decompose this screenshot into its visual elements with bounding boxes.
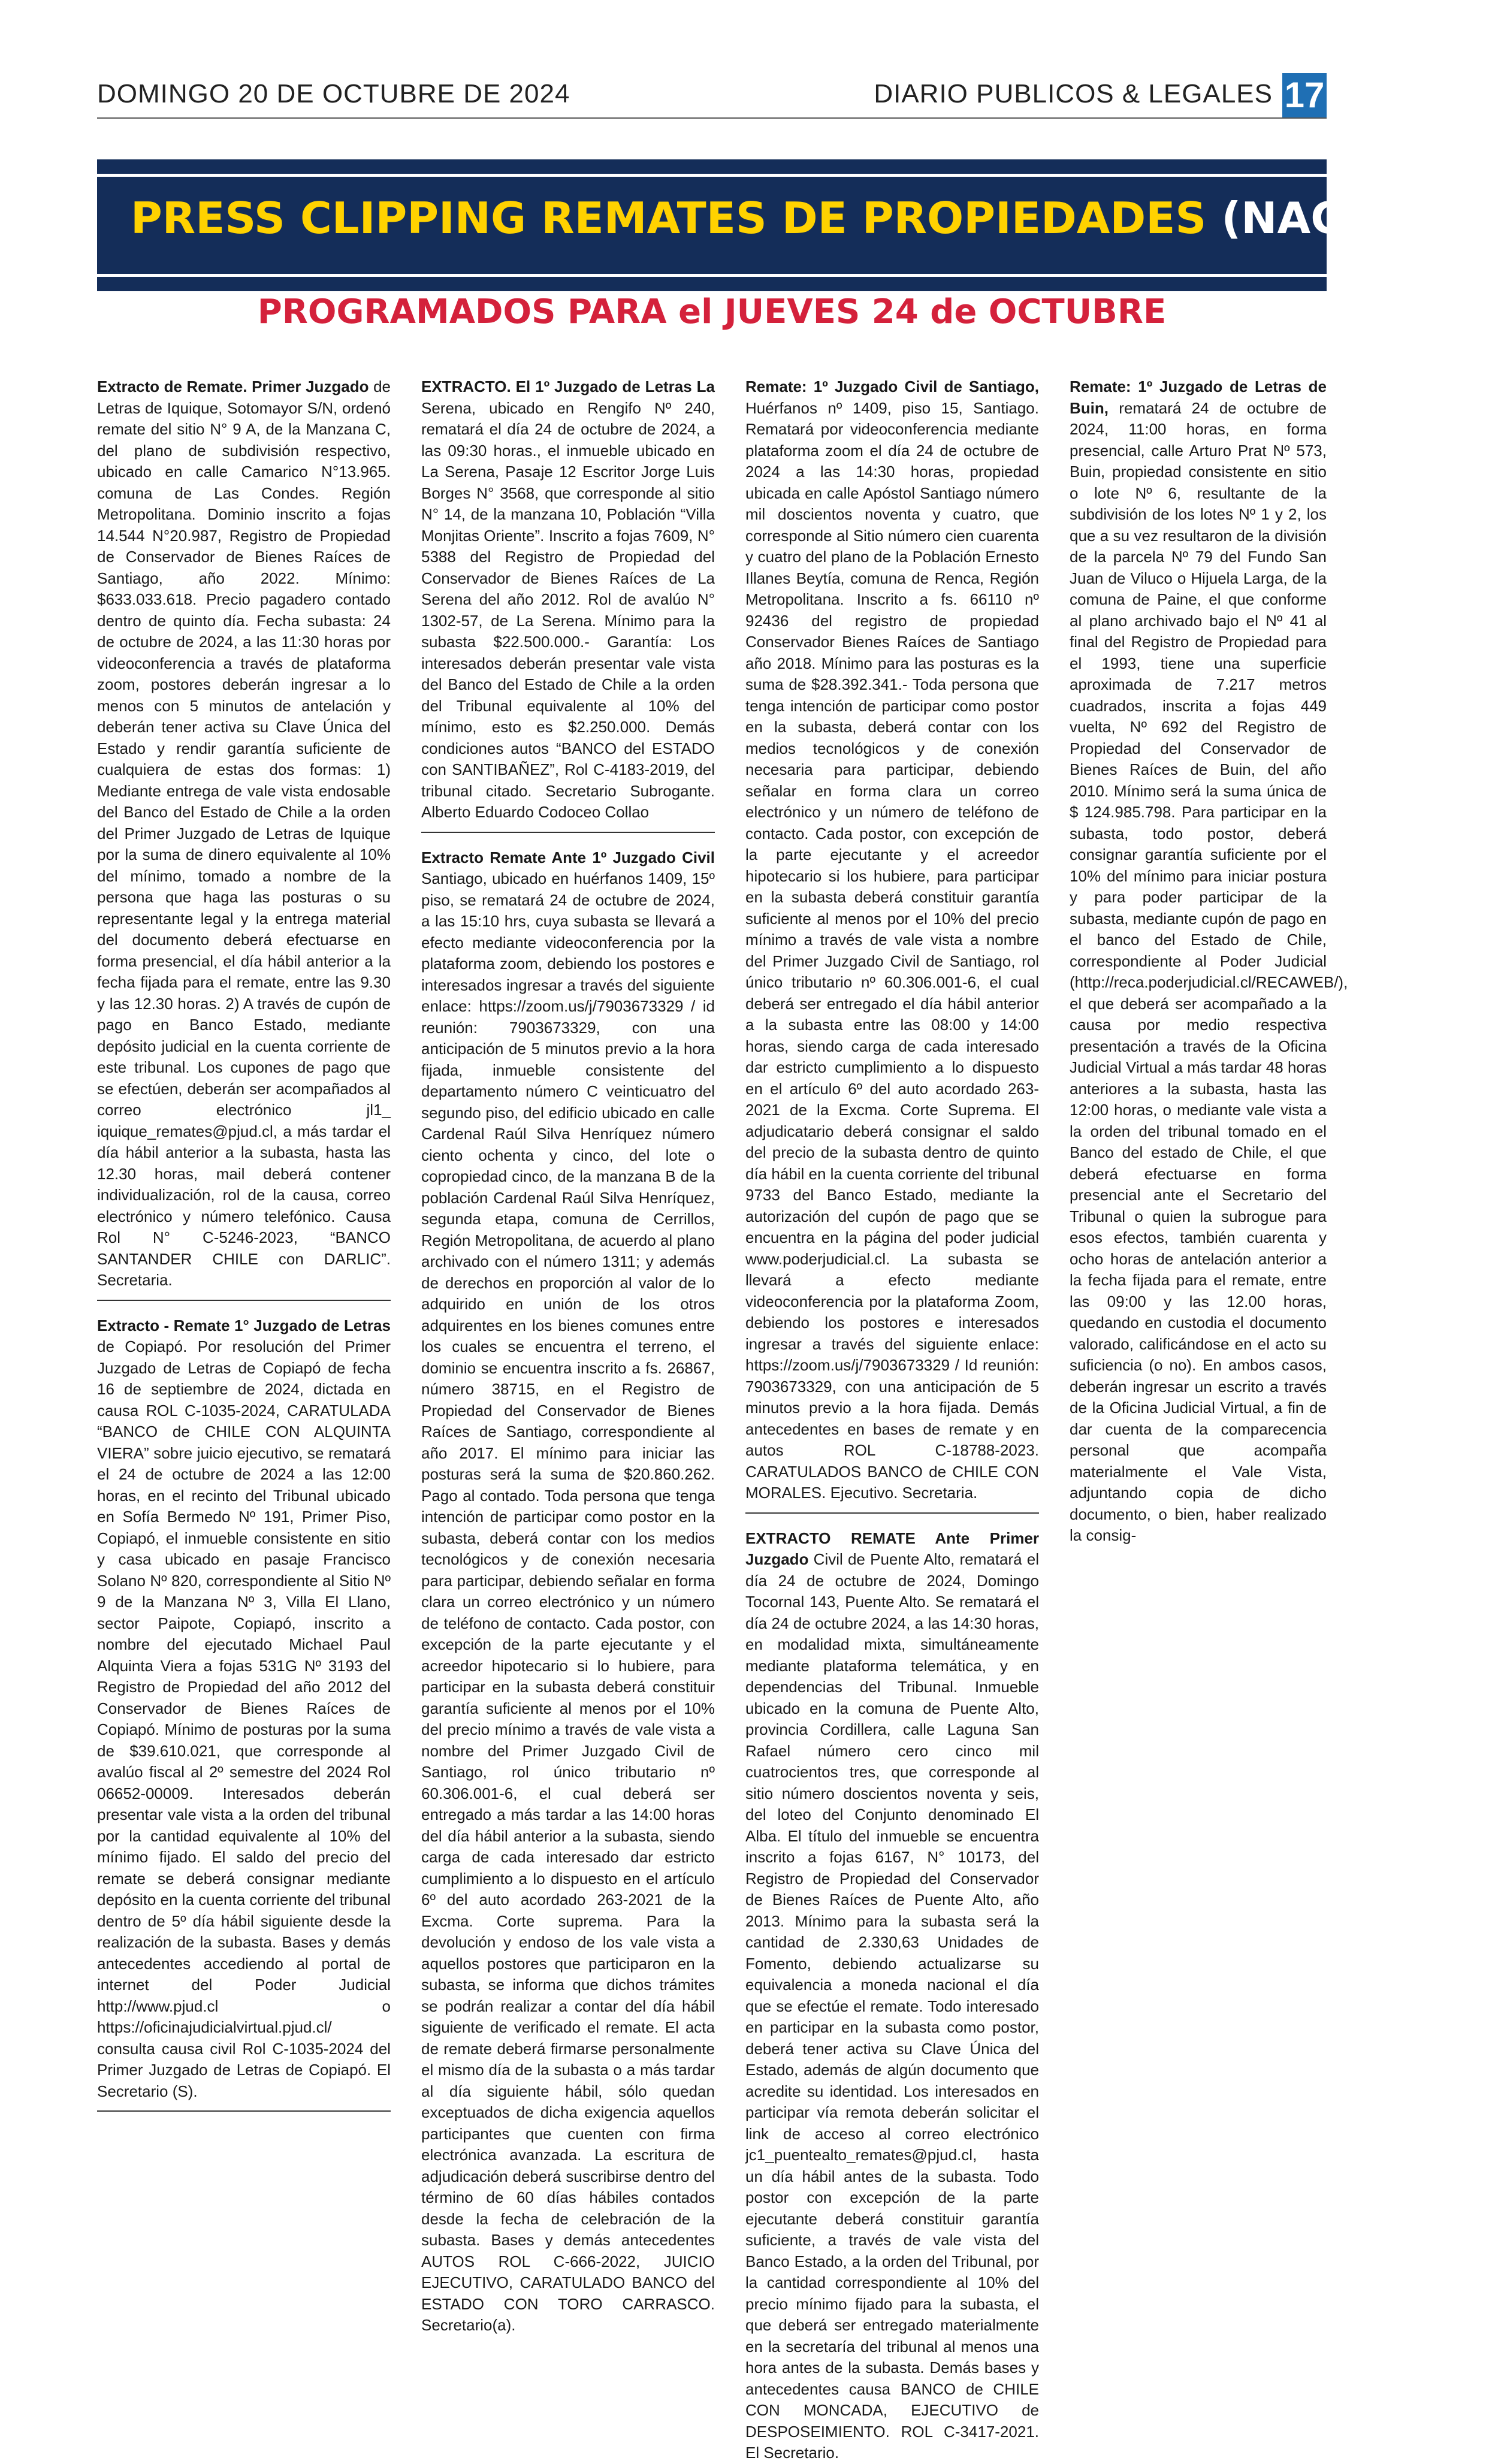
notice-la-serena: [421, 376, 715, 823]
publication-name: DIARIO PUBLICOS & LEGALES: [874, 79, 1273, 108]
notice-santiago-renca: [745, 376, 1039, 1504]
notice-body: Serena, ubicado en Rengifo Nº 240, rematará el día 24 de octubre de 2024, a las 09:30 horas., el inmueble ubicado en La Serena, Pasaje 12 Escritor Jorge Luis Borges N° 3568, que corresponde al sitio N° 14, de la manzana 10, Población “Villa Monjitas Oriente”. Inscrito a fojas 7609, N° 5388 del Registro de Propiedad del Conservador de Bienes Raíces de La Serena del año 2012. Rol de avalúo N° 1302-57, de La Serena. Mínimo para la subasta $22.500.000.- Garantía: Los interesados deberán presentar vale vista del Banco del Estado de Chile a la orden del Tribunal equivalente al 10% del mínimo, esto es $2.250.000. Demás condiciones autos “BANCO del ESTADO con SANTIBAÑEZ”, Rol C-4183-2019, del tribunal citado. Secretario Subrogante. Alberto Eduardo Codoceo Collao: [421, 398, 715, 821]
notice-separator: [421, 832, 715, 833]
issue-date: DOMINGO 20 DE OCTUBRE DE 2024: [97, 79, 570, 108]
notice-lead: Extracto - Remate 1° Juzgado de Letras: [97, 1316, 391, 1334]
notice-lead: Extracto Remate Ante 1º Juzgado Civil: [421, 848, 715, 866]
notice-lead: Remate: 1º Juzgado de Letras de Buin,: [1070, 378, 1327, 417]
notice-body: de Copiapó. Por resolución del Primer Juzgado de Letras de Copiapó de fecha 16 de septiembre de 2024, dictada en causa ROL C-1035-2024, CARATULADA “BANCO de CHILE CON ALQUINTA VIERA” sobre juicio ejecutivo, se rematará el 24 de octubre de 2024 a las 12:00 horas, en el recinto del Tribunal ubicado en Sofía Bermedo Nº 191, Primer Piso, Copiapó, el inmueble consistente en sitio y casa ubicado en pasaje Francisco Solano Nº 820, correspondiente al Sitio Nº 9 de la Manzana Nº 3, Villa El Llano, sector Paipote, Copiapó, inscrito a nombre del ejecutado Michael Paul Alquinta Viera a fojas 531G Nº 3193 del Registro de Propiedad del año 2012 del Conservador de Bienes Raíces de Copiapó. Mínimo de posturas por la suma de $39.610.021, que corresponde al avalúo fiscal al 2º semestre del 2024 Rol 06652-00009. Interesados deberán presentar vale vista a la orden del tribunal por la cantidad equivalente al 10% del mínimo fijado. El saldo del precio del remate se deberá consignar mediante depósito en la cuenta corriente del tribunal dentro de 5º día hábil siguiente desde la realización de la subasta. Bases y demás antecedentes accediendo al portal de internet del Poder Judicial http://www.pjud.cl o https://oficinajudicialvirtual.pjud.cl/ consulta causa civil Rol C-1035-2024 del Primer Juzgado de Letras de Copiapó. El Secretario (S).: [97, 1337, 391, 2100]
page-number-badge: 17: [1282, 73, 1327, 117]
section-subtitle: PROGRAMADOS PARA el JUEVES 24 de OCTUBRE: [257, 292, 1167, 331]
banner-top-stripe: [97, 174, 1327, 177]
title-banner: [97, 159, 1492, 291]
column-2: [421, 376, 715, 2334]
notice-lead: Extracto de Remate. Primer Juzgado: [97, 378, 369, 395]
banner-title: [131, 193, 1492, 243]
notice-separator: [97, 2110, 391, 2112]
notice-separator: [97, 1300, 391, 1301]
notice-santiago-cerrillos: [421, 847, 715, 2336]
notice-lead: Remate: 1º Juzgado Civil de Santiago,: [745, 378, 1039, 395]
notice-lead: EXTRACTO. El 1º Juzgado de Letras La: [421, 378, 715, 395]
header-rule: [97, 117, 1327, 119]
column-3: [745, 376, 1039, 2462]
notice-copiapo: [97, 1315, 391, 2103]
notice-lead: EXTRACTO REMATE Ante Primer Juzgado: [745, 1529, 1039, 1568]
notice-buin: [1070, 376, 1348, 1547]
notice-separator: [745, 1512, 1039, 1514]
banner-title-suffix: (NACIONAL: [1206, 193, 1492, 243]
notice-puente-alto: [745, 1528, 1039, 2464]
notice-iquique: [97, 376, 391, 1291]
column-1: [97, 376, 391, 2100]
column-4: [1070, 376, 1348, 2090]
page-header: [97, 71, 1327, 119]
notice-body: Huérfanos nº 1409, piso 15, Santiago. Rematará por videoconferencia mediante plataforma zoom el día 24 de octubre de 2024 a las 14:30 horas, propiedad ubicada en calle Apóstol Santiago número mil doscientos noventa y cuatro, que corresponde al Sitio número cien cuarenta y cuatro del plano de la Población Ernesto Illanes Beytía, comuna de Renca, Región Metropolitana. Inscrito a fs. 66110 nº 92436 del registro de propiedad Conservador Bienes Raíces de Santiago año 2018. Mínimo para las posturas es la suma de $28.392.341.- Toda persona que tenga intención de participar como postor en la subasta, deberá contar con los medios tecnológicos y de conexión necesaria para participar, debiendo señalar en forma clara un correo electrónico y un número de teléfono de contacto. Cada postor, con excepción de la parte ejecutante y el acreedor hipotecario si los hubiere, para participar en la subasta deberá constituir garantía suficiente al menos por el 10% del precio mínimo a través de vale vista a nombre del Primer Juzgado Civil de Santiago, rol único tributario nº 60.306.001-6, el cual deberá ser entregado el día hábil anterior a la subasta entre las 08:00 y 14:00 horas, siendo carga de cada interesado dar estricto cumplimiento a lo dispuesto en el artículo 6º del auto acordado 263-2021 de la Excma. Corte Suprema. El adjudicatario deberá consignar el saldo del precio de la subasta dentro de quinto día hábil en la cuenta corriente del tribunal 9733 del Banco Estado, mediante la autorización del cupón de pago que se encuentra en la página del poder judicial www.poderjudicial.cl. La subasta se llevará a efecto mediante videoconferencia por la plataforma Zoom, debiendo los postores e interesados ingresar a través del siguiente enlace: https://zoom.us/j/7903673329 / Id reunión: 7903673329, con una anticipación de 5 minutos previo a la hora fijada. Demás antecedentes en bases de remate y en autos ROL C-18788-2023. CARATULADOS BANCO de CHILE CON MORALES. Ejecutivo. Secretaria.: [745, 398, 1039, 1502]
banner-bottom-stripe: [97, 274, 1327, 277]
notice-body: Santiago, ubicado en huérfanos 1409, 15º piso, se rematará 24 de octubre de 2024, a las 15:10 hrs, cuya subasta se llevará a efecto mediante videoconferencia por la plataforma zoom, debiendo los postores e interesados ingresar a través del siguiente enlace: https://zoom.us/j/7903673329 / id reunión: 7903673329, con una anticipación de 5 minutos previo a la hora fijada, inmueble consistente del departamento número C veinticuatro del segundo piso, del edificio ubicado en calle Cardenal Raúl Silva Henríquez número ciento ochenta y cinco, del lote o copropiedad cinco, de la manzana B de la población Cardenal Raúl Silva Henríquez, segunda etapa, comuna de Cerrillos, Región Metropolitana, de acuerdo al plano archivado con el número 1311; y además de derechos en proporción al valor de lo adquirido en unión de los otros adquirentes en los bienes comunes entre los cuales se encuentra el terreno, el dominio se encuentra inscrito a fs. 26867, número 38715, en el Registro de Propiedad del Conservador de Bienes Raíces de Santiago, correspondiente al año 2017. El mínimo para iniciar las posturas será la suma de $20.860.262. Pago al contado. Toda persona que tenga intención de participar como postor en la subasta, deberá contar con los medios tecnológicos y de conexión necesaria para participar, debiendo señalar en forma clara un correo electrónico y un número de teléfono de contacto. Cada postor, con excepción de la parte ejecutante y el acreedor hipotecario si lo hubiere, para participar en la subasta deberá constituir garantía suficiente al menos por el 10% del precio mínimo a través de vale vista a nombre del Primer Juzgado Civil de Santiago, rol único tributario nº 60.306.001-6, el cual deberá ser entregado a más tardar a las 14:00 horas del día hábil anterior a la subasta, siendo carga de cada interesado dar estricto cumplimiento a lo dispuesto en el artículo 6º del auto acordado 263-2021 de la Excma. Corte suprema. Para la devolución y endoso de los vale vista a aquellos postores que participaron en la subasta, se informa que dichos trámites se podrán realizar a contar del día hábil siguiente de verificado el remate. El acta de remate deberá firmarse personalmente el mismo día de la subasta o a más tardar al día siguiente hábil, sólo quedan exceptuados de dicha exigencia aquellos participantes que cuenten con firma electrónica avanzada. La escritura de adjudicación deberá suscribirse dentro del término de 60 días hábiles contados desde la fecha de celebración de la subasta. Bases y demás antecedentes AUTOS ROL C-666-2022, JUICIO EJECUTIVO, CARATULADO BANCO del ESTADO CON TORO CARRASCO. Secretario(a).: [421, 869, 715, 2334]
banner-title-main: PRESS CLIPPING REMATES DE PROPIEDADES: [131, 193, 1207, 243]
notice-body: Civil de Puente Alto, rematará el día 24 de octubre de 2024, Domingo Tocornal 143, Puente Alto. Se rematará el día 24 de octubre 2024, a las 14:30 horas, en modalidad mixta, simultáneamente mediante plataforma telemática, y en dependencias del Tribunal. Inmueble ubicado en la comuna de Puente Alto, provincia Cordillera, calle Laguna San Rafael número cero cinco mil cuatrocientos tres, que corresponde al sitio número doscientos noventa y seis, del loteo del Conjunto denominado El Alba. El título del inmueble se encuentra inscrito a fojas 6167, N° 10173, del Registro de Propiedad del Conservador de Bienes Raíces de Puente Alto, año 2013. Mínimo para la subasta será la cantidad de 2.330,63 Unidades de Fomento, debiendo actualizarse su equivalencia a moneda nacional el día que se efectúe el remate. Todo interesado en participar en la subasta como postor, deberá tener activa su Clave Única del Estado, además de algún documento que acredite su identidad. Los interesados en participar vía remota deberán solicitar el link de acceso al correo electrónico jc1_puentealto_remates@pjud.cl, hasta un día hábil antes de la subasta. Todo postor con excepción de la parte ejecutante deberá constituir garantía suficiente, a través de vale vista del Banco Estado, a la orden del Tribunal, por la cantidad correspondiente al 10% del precio mínimo fijado para la subasta, el que deberá ser entregado materialmente en la secretaría del tribunal al menos una hora antes de la subasta. Demás bases y antecedentes causa BANCO de CHILE CON MONCADA, EJECUTIVO de DESPOSEIMIENTO. ROL C-3417-2021. El Secretario.: [745, 1550, 1039, 2462]
notice-body: rematará 24 de octubre de 2024, 11:00 horas, en forma presencial, calle Arturo Prat Nº 573, Buin, propiedad consistente en sitio o lote Nº 6, resultante de la subdivisión de los lotes Nº 1 y 2, los que a su vez resultaron de la división de la parcela Nº 79 del Fundo San Juan de Viluco o Hijuela Larga, de la comuna de Paine, el que conforme al plano archivado bajo el Nº 41 al final del Registro de Propiedad para el 1993, tiene una superficie aproximada de 7.217 metros cuadrados, inscrita a fojas 449 vuelta, Nº 692 del Registro de Propiedad del Conservador de Bienes Raíces de Buin, del año 2010. Mínimo será la suma única de $ 124.985.798. Para participar en la subasta, todo postor, deberá consignar garantía suficiente por el 10% del mínimo para iniciar postura y para poder participar de la subasta, mediante cupón de pago en el banco del Estado de Chile, correspondiente al Poder Judicial (http://reca.poderjudicial.cl/RECAWEB/), el que deberá ser acompañado a la causa por medio respectiva presentación a través de la Oficina Judicial Virtual a más tardar 48 horas anteriores a la subasta, hasta las 12:00 horas, o mediante vale vista a la orden del tribunal tomado en el Banco del estado de Chile, el que deberá efectuarse en forma presencial ante el Secretario del Tribunal o quien la subrogue para esos efectos, también cuarenta y ocho horas de antelación anterior a la fecha fijada para el remate, entre las 09:00 y las 12.00 horas, quedando en custodia el documento valorado, calificándose en el acto su suficiencia (o no). En ambos casos, deberán ingresar un escrito a través de la Oficina Judicial Virtual, a fin de dar cuenta de la comparecencia personal que acompaña materialmente el Vale Vista, adjuntando copia de dicho documento, o bien, haber realizado la consig-: [1070, 398, 1348, 1544]
notice-body: de Letras de Iquique, Sotomayor S/N, ordenó remate del sitio N° 9 A, de la Manzana C, del plano de subdivisión respectivo, ubicado en calle Camarico N°13.965. comuna de Las Condes. Región Metropolitana. Dominio inscrito a fojas 14.544 N°20.987, Registro de Propiedad de Conservador de Bienes Raíces de Santiago, año 2022. Mínimo: $633.033.618. Precio pagadero contado dentro de quinto día. Fecha subasta: 24 de octubre de 2024, a las 11:30 horas por videoconferencia a través de plataforma zoom, postores deberán ingresar a lo menos con 5 minutos de antelación y deberán tener activa su Clave Única del Estado y rendir garantía suficiente de cualquiera de estas dos formas: 1) Mediante entrega de vale vista endosable del Banco del Estado de Chile a la orden del Primer Juzgado de Letras de Iquique por la suma de dinero equivalente al 10% del mínimo, tomado a nombre de la persona que haga las posturas o su representante legal y la entrega material del documento deberá efectuarse en forma presencial, el día hábil anterior a la fecha fijada para el remate, entre las 9.30 y las 12.30 horas. 2) A través de cupón de pago en Banco Estado, mediante depósito judicial en la cuenta corriente de este tribunal. Los cupones de pago que se efectúen, deberán ser acompañados al correo electrónico jl1_ iquique_remates@pjud.cl, a más tardar el día hábil anterior a la subasta, hasta las 12.30 horas, mail deberá contener individualización, rol de la causa, correo electrónico y número telefónico. Causa Rol N° C-5246-2023, “BANCO SANTANDER CHILE con DARLIC”. Secretaria.: [97, 378, 391, 1289]
